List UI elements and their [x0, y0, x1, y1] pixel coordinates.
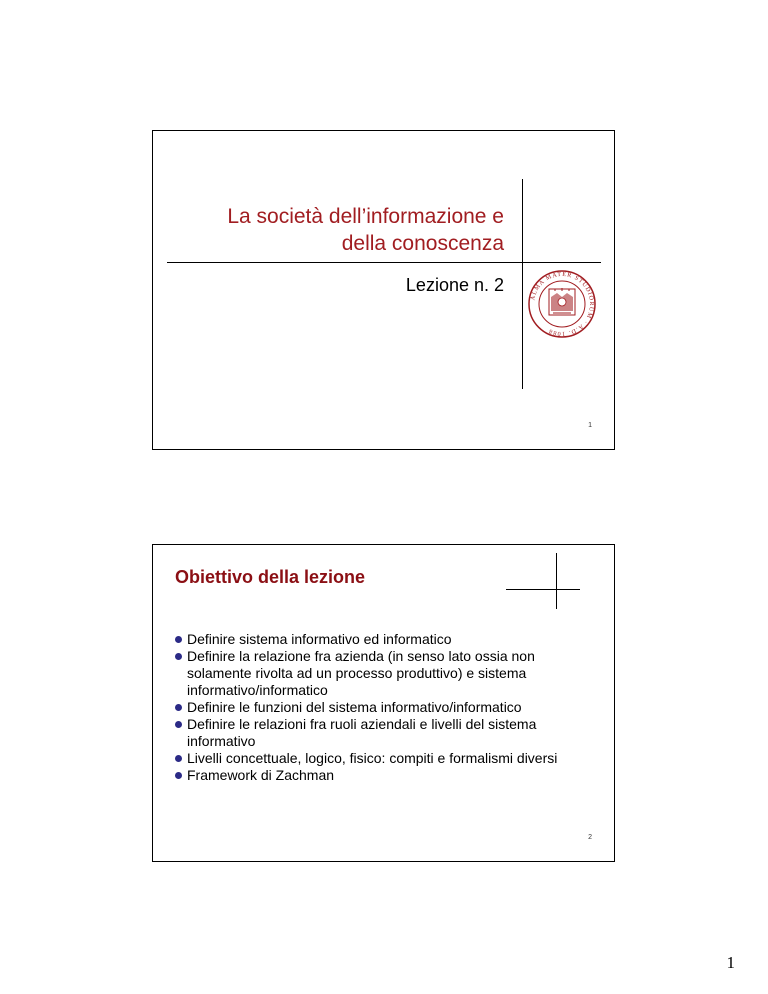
slide-1-title-line-1: La società dell’informazione e [227, 205, 504, 228]
list-item: Framework di Zachman [175, 767, 595, 784]
slide-2-vertical-rule [556, 553, 557, 609]
list-item: Livelli concettuale, logico, fisico: compiti e formalismi diversi [175, 750, 595, 767]
slide-1-title-line-2: della conoscenza [341, 232, 504, 255]
slide-2-title: Obiettivo della lezione [175, 567, 366, 587]
list-item: Definire le funzioni del sistema informativo/informatico [175, 699, 595, 716]
slide-1-title [174, 203, 504, 257]
slide-2-number: 2 [588, 834, 592, 841]
list-item: Definire sistema informativo ed informatico [175, 631, 595, 648]
list-item: Definire le relazioni fra ruoli aziendali e livelli del sistema informativo [175, 716, 595, 750]
slide-1-vertical-rule [522, 179, 523, 389]
slide-1 [152, 130, 615, 450]
slide-1-number: 1 [588, 422, 592, 429]
svg-text:ALMA MATER STUDIORUM · A.D. 10: ALMA MATER STUDIORUM · A.D. 1088 [529, 270, 596, 338]
slide-2-horizontal-rule [506, 589, 580, 590]
objectives-list [175, 631, 595, 784]
list-item: Definire la relazione fra azienda (in senso lato ossia non solamente rivolta ad un processo produttivo) e sistema informativo/informatico [175, 648, 595, 699]
document-page-number: 1 [726, 953, 735, 972]
slide-1-subtitle: Lezione n. 2 [405, 275, 504, 295]
slide-2 [152, 544, 615, 862]
university-seal-icon [527, 269, 597, 339]
slide-1-horizontal-rule [167, 262, 601, 263]
